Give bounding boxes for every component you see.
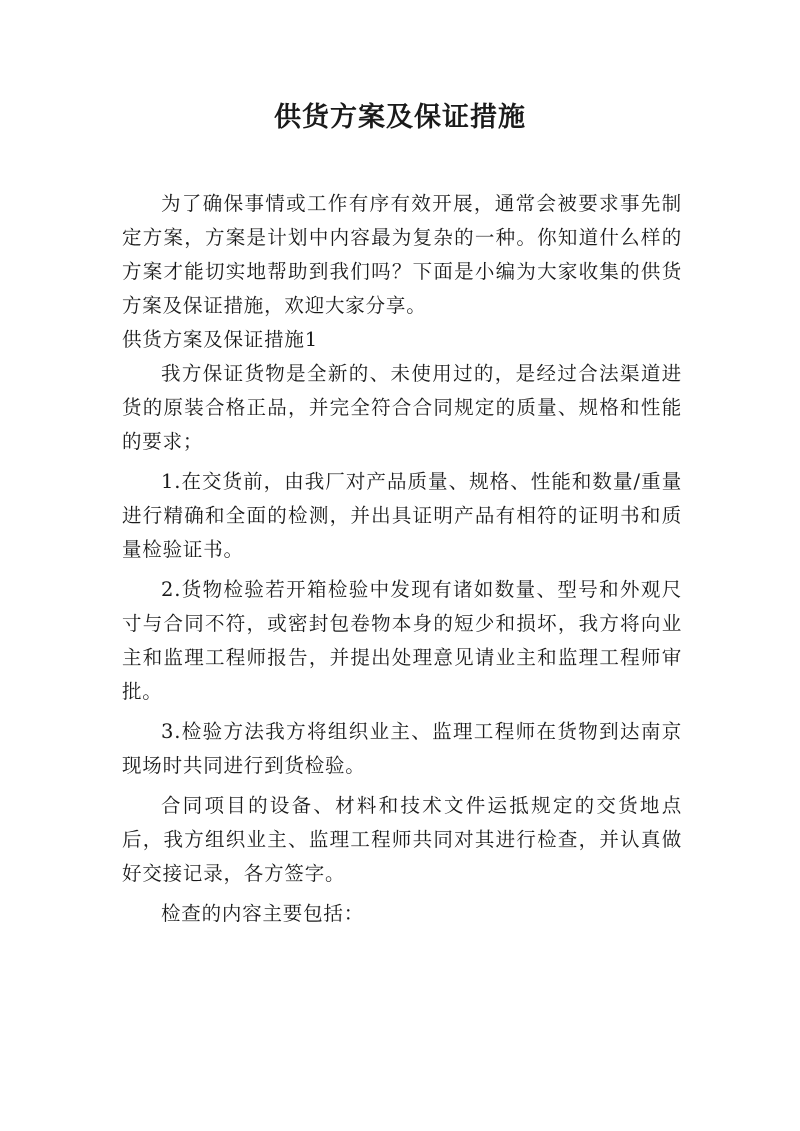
body-paragraph: 合同项目的设备、材料和技术文件运抵规定的交货地点后，我方组织业主、监理工程师共同对其进行检查，并认真做好交接记录，各方签字。: [122, 794, 682, 885]
document-title: 供货方案及保证措施: [274, 102, 526, 133]
document-body: [122, 187, 682, 931]
intro-paragraph: 为了确保事情或工作有序有效开展，通常会被要求事先制定方案，方案是计划中内容最为复杂的一种。你知道什么样的方案才能切实地帮助到我们吗？下面是小编为大家收集的供货方案及保证措施，欢迎大家分享。: [122, 192, 682, 317]
body-paragraph: 我方保证货物是全新的、未使用过的，是经过合法渠道进货的原装合格正品，并完全符合合同规定的质量、规格和性能的要求；: [122, 362, 682, 453]
section-heading: 供货方案及保证措施1: [122, 328, 318, 351]
body-paragraph: 3.检验方法我方将组织业主、监理工程师在货物到达南京现场时共同进行到货检验。: [122, 720, 682, 777]
body-paragraph: 检查的内容主要包括：: [161, 902, 365, 925]
body-paragraph: 2.货物检验若开箱检验中发现有诸如数量、型号和外观尺寸与合同不符，或密封包卷物本身的短少和损坏，我方将向业主和监理工程师报告，并提出处理意见请业主和监理工程师审批。: [122, 578, 682, 703]
body-paragraph: 1.在交货前，由我厂对产品质量、规格、性能和数量/重量进行精确和全面的检测，并出具证明产品有相符的证明书和质量检验证书。: [122, 470, 682, 561]
